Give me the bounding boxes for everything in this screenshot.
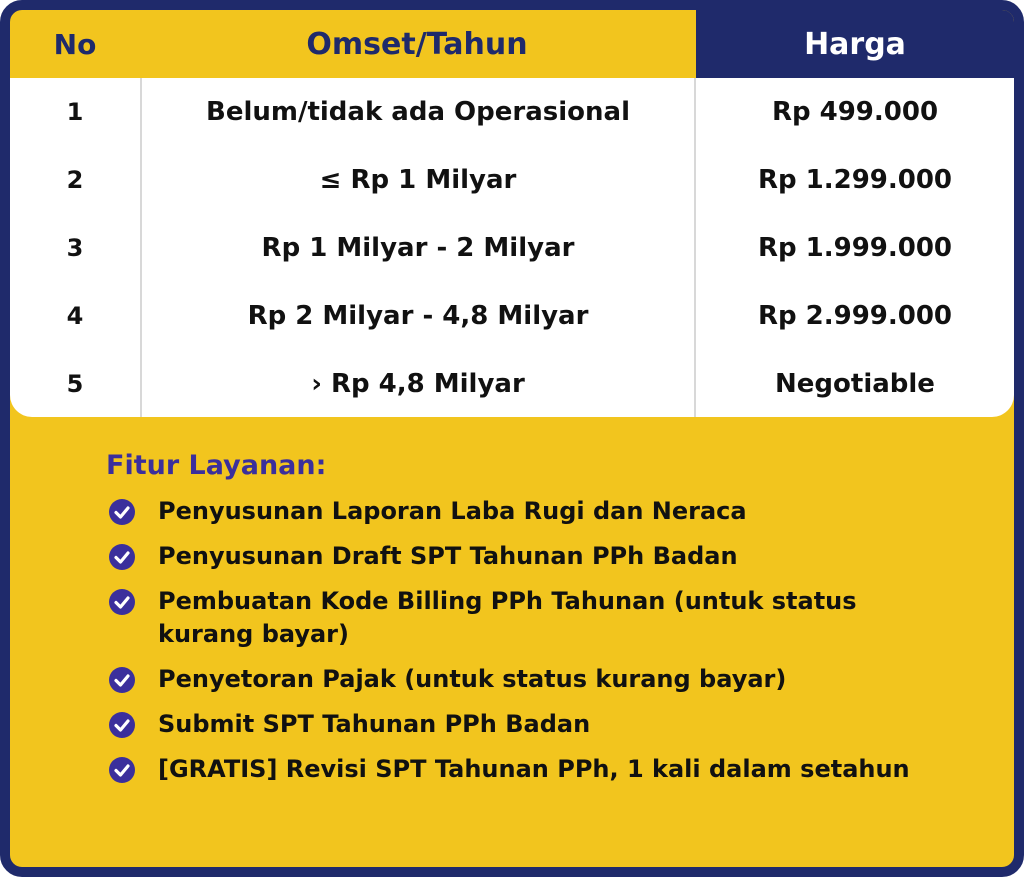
row-harga: Negotiable bbox=[775, 369, 935, 399]
row-harga: Rp 499.000 bbox=[771, 97, 939, 127]
features-section bbox=[106, 450, 986, 798]
table-row bbox=[10, 282, 1014, 350]
row-no: 1 bbox=[66, 98, 84, 126]
check-circle-icon bbox=[108, 498, 136, 526]
check-circle-icon bbox=[108, 588, 136, 616]
feature-item bbox=[106, 540, 986, 573]
table-row bbox=[10, 214, 1014, 282]
table-row bbox=[10, 146, 1014, 214]
row-omset: Belum/tidak ada Operasional bbox=[206, 97, 630, 127]
check-circle-icon bbox=[108, 666, 136, 694]
check-circle-icon bbox=[108, 711, 136, 739]
feature-label: Penyusunan Draft SPT Tahunan PPh Badan bbox=[158, 542, 738, 570]
table-header bbox=[10, 10, 1014, 78]
table-row bbox=[10, 350, 1014, 418]
row-no: 2 bbox=[66, 166, 84, 194]
row-omset: › Rp 4,8 Milyar bbox=[311, 369, 525, 399]
row-no: 4 bbox=[66, 302, 84, 330]
feature-item bbox=[106, 495, 986, 528]
check-circle-icon bbox=[108, 756, 136, 784]
feature-label: Penyusunan Laporan Laba Rugi dan Neraca bbox=[158, 497, 747, 525]
row-harga: Rp 2.999.000 bbox=[757, 301, 953, 331]
feature-item bbox=[106, 663, 986, 696]
table-body bbox=[10, 78, 1014, 417]
row-omset: ≤ Rp 1 Milyar bbox=[319, 165, 517, 195]
table-row bbox=[10, 78, 1014, 146]
header-omset: Omset/Tahun bbox=[306, 26, 528, 62]
row-harga: Rp 1.299.000 bbox=[757, 165, 953, 195]
feature-label: Submit SPT Tahunan PPh Badan bbox=[158, 710, 591, 738]
feature-item bbox=[106, 708, 986, 741]
header-harga: Harga bbox=[696, 10, 1014, 78]
feature-item bbox=[106, 585, 986, 651]
features-title: Fitur Layanan: bbox=[106, 450, 327, 481]
row-harga: Rp 1.999.000 bbox=[757, 233, 953, 263]
row-no: 5 bbox=[66, 370, 84, 398]
check-circle-icon bbox=[108, 543, 136, 571]
row-no: 3 bbox=[66, 234, 84, 262]
feature-label: [GRATIS] Revisi SPT Tahunan PPh, 1 kali dalam setahun bbox=[158, 755, 910, 783]
row-omset: Rp 1 Milyar - 2 Milyar bbox=[261, 233, 575, 263]
feature-label: Penyetoran Pajak (untuk status kurang bayar) bbox=[158, 665, 787, 693]
feature-label: Pembuatan Kode Billing PPh Tahunan (untuk status kurang bayar) bbox=[158, 587, 857, 648]
row-omset: Rp 2 Milyar - 4,8 Milyar bbox=[247, 301, 589, 331]
feature-item bbox=[106, 753, 986, 786]
header-no: No bbox=[53, 27, 97, 61]
